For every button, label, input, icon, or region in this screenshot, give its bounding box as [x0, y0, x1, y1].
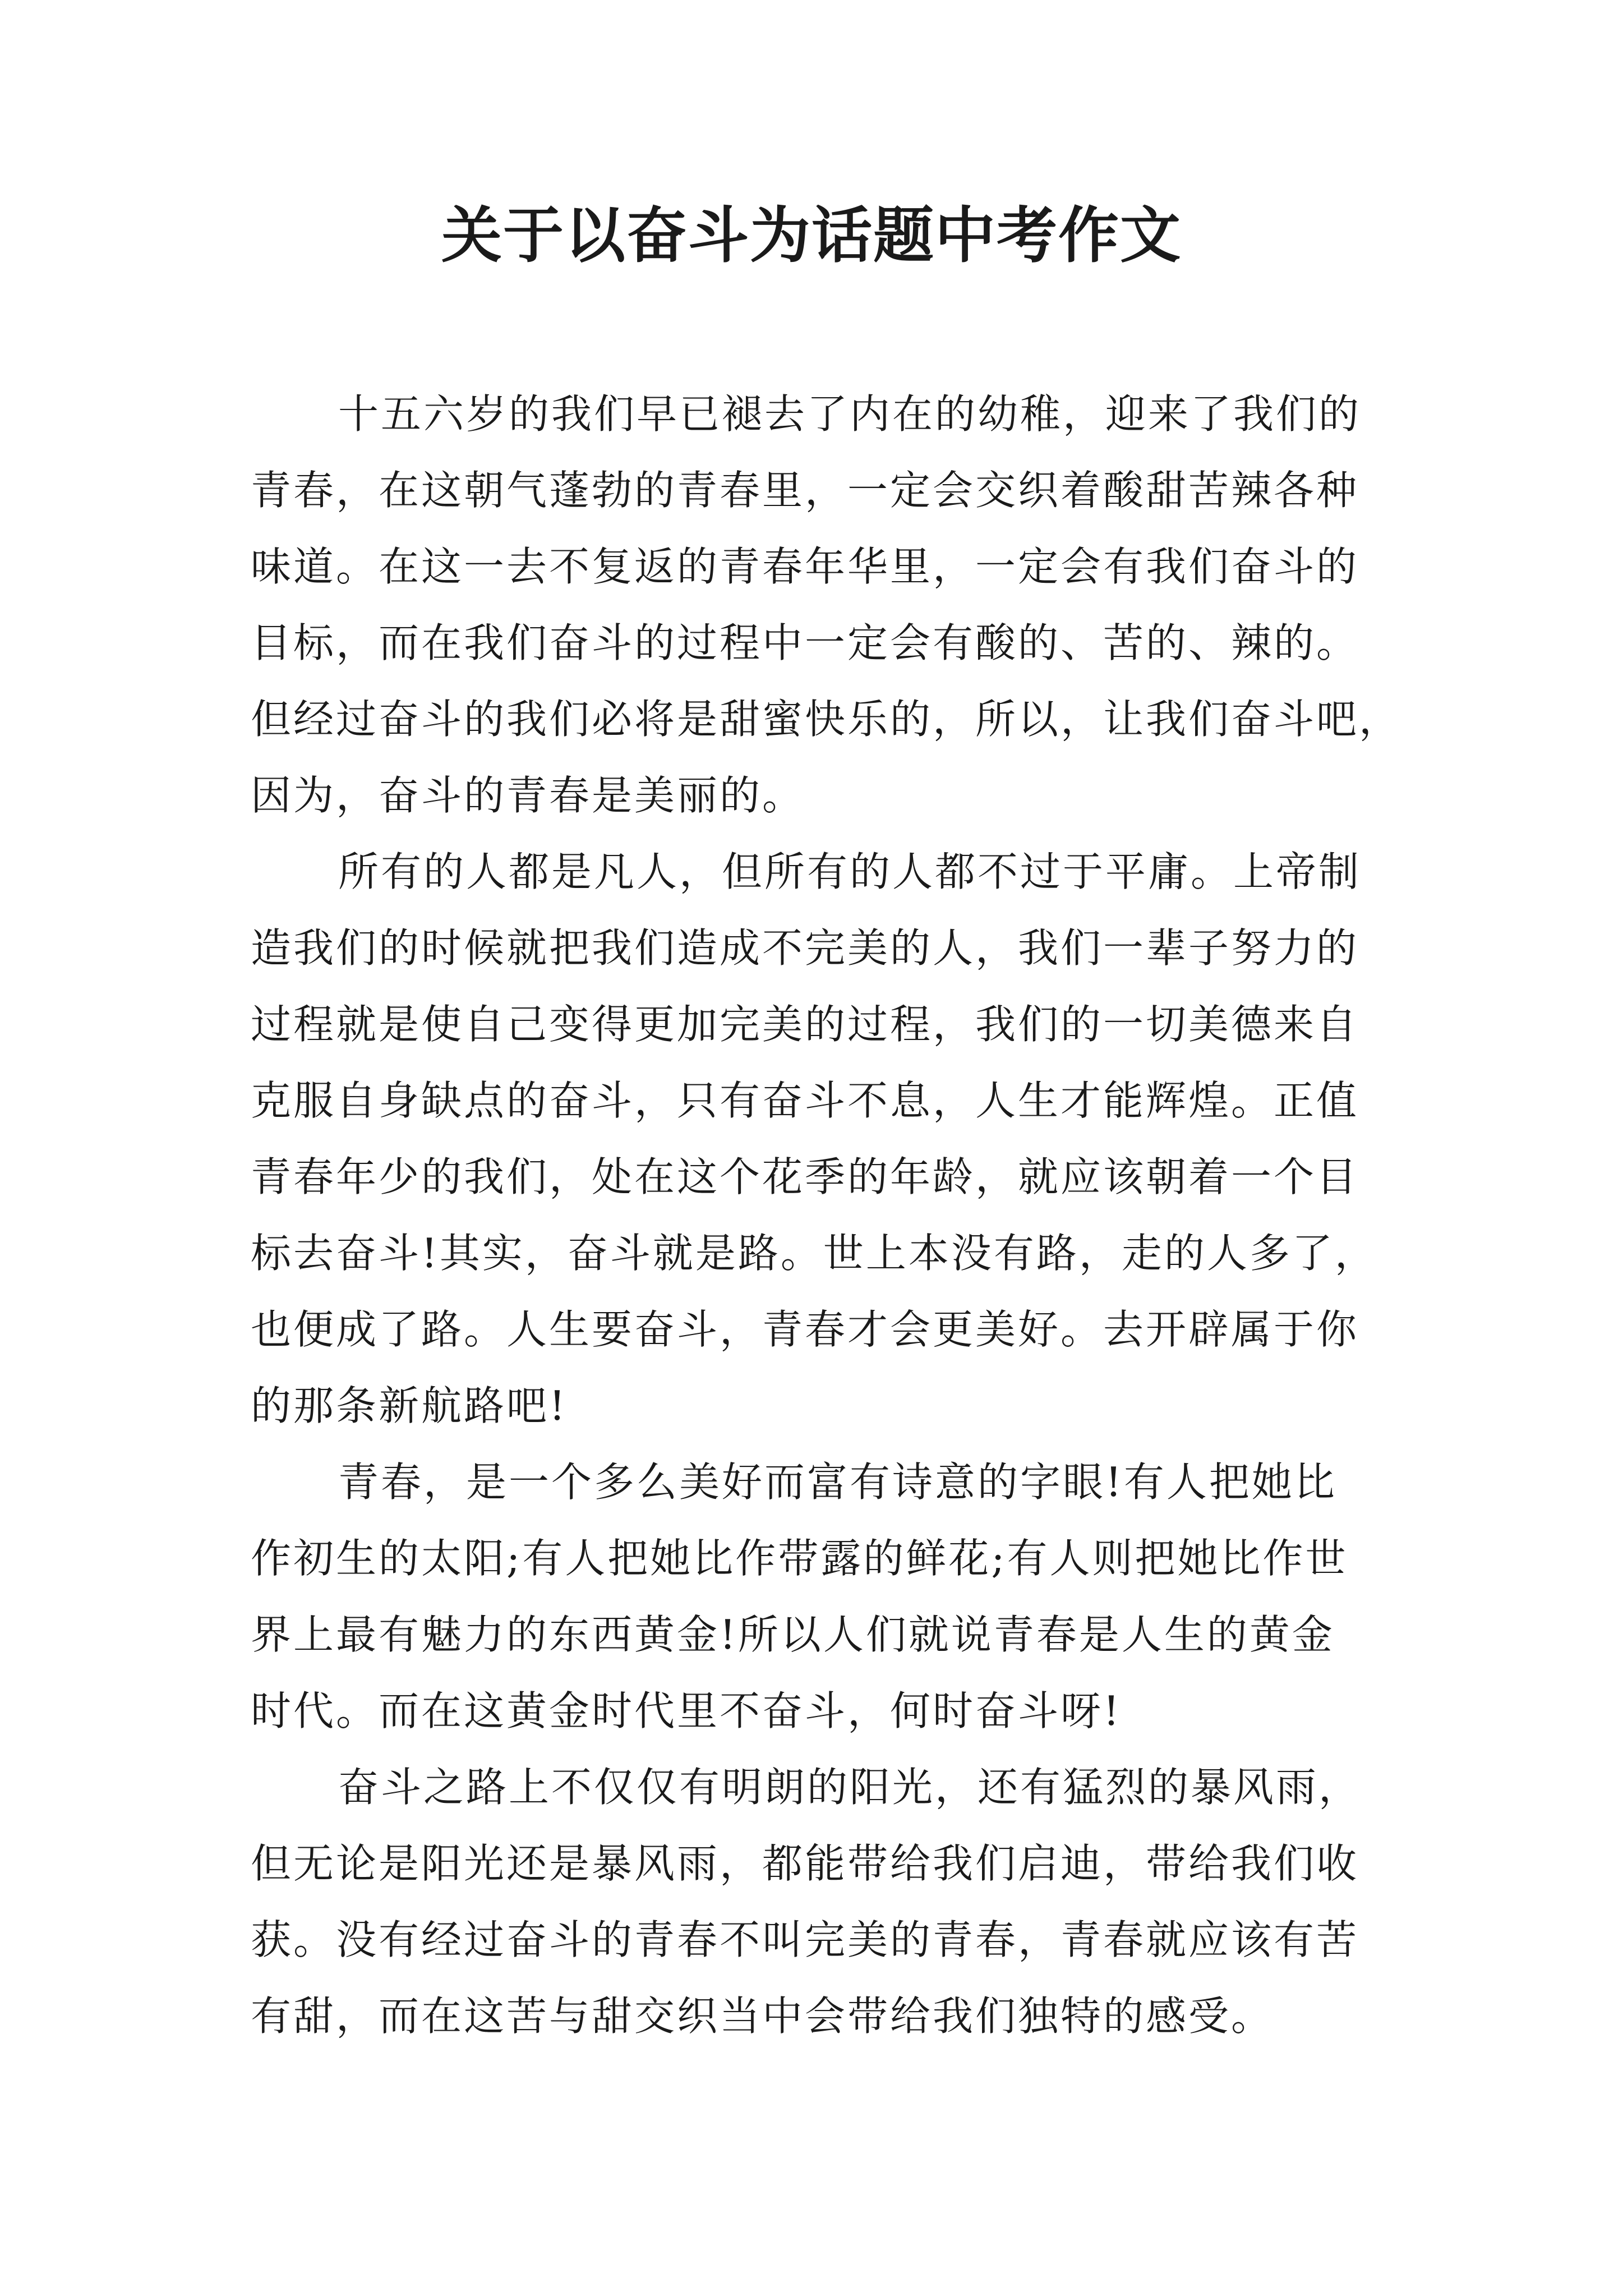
text-line: 作初生的太阳;有人把她比作带露的鲜花;有人则把她比作世 [251, 1535, 1348, 1582]
text-line: 青春，是一个多么美好而富有诗意的字眼!有人把她比 [338, 1458, 1337, 1506]
text-line: 十五六岁的我们早已褪去了内在的幼稚，迎来了我们的 [338, 390, 1362, 438]
text-line: 的那条新航路吧! [251, 1382, 568, 1429]
paragraph-2 [251, 834, 1389, 1444]
text-line: 但无论是阳光还是暴风雨，都能带给我们启迪，带给我们收 [251, 1840, 1359, 1887]
text-line: 有甜，而在这苦与甜交织当中会带给我们独特的感受。 [251, 1993, 1274, 2040]
text-line: 味道。在这一去不复返的青春年华里，一定会有我们奋斗的 [251, 543, 1359, 590]
text-line: 界上最有魅力的东西黄金!所以人们就说青春是人生的黄金 [251, 1611, 1335, 1658]
document-body [251, 376, 1402, 2054]
text-line: 青春，在这朝气蓬勃的青春里，一定会交织着酸甜苦辣各种 [251, 467, 1359, 514]
text-line: 青春年少的我们，处在这个花季的年龄，就应该朝着一个目 [251, 1153, 1359, 1200]
text-line: 标去奋斗!其实，奋斗就是路。世上本没有路，走的人多了， [251, 1230, 1377, 1277]
paragraph-3 [251, 1444, 1389, 1749]
text-line: 因为，奋斗的青春是美丽的。 [251, 772, 805, 819]
text-line: 所有的人都是凡人，但所有的人都不过于平庸。上帝制 [338, 848, 1362, 895]
text-line: 过程就是使自己变得更加完美的过程，我们的一切美德来自 [251, 1001, 1359, 1048]
document-title: 关于以奋斗为话题中考作文 [441, 200, 1182, 271]
text-line: 也便成了路。人生要奋斗，青春才会更美好。去开辟属于你 [251, 1306, 1359, 1353]
paragraph-1 [251, 376, 1402, 834]
text-line: 但经过奋斗的我们必将是甜蜜快乐的，所以，让我们奋斗吧， [251, 696, 1402, 743]
text-line: 获。没有经过奋斗的青春不叫完美的青春，青春就应该有苦 [251, 1916, 1359, 1963]
text-line: 克服自身缺点的奋斗，只有奋斗不息，人生才能辉煌。正值 [251, 1077, 1359, 1124]
text-line: 奋斗之路上不仅仅有明朗的阳光，还有猛烈的暴风雨， [338, 1764, 1362, 1811]
paragraph-4 [251, 1749, 1389, 2054]
text-line: 时代。而在这黄金时代里不奋斗，何时奋斗呀! [251, 1687, 1122, 1734]
text-line: 造我们的时候就把我们造成不完美的人，我们一辈子努力的 [251, 924, 1359, 972]
text-line: 目标，而在我们奋斗的过程中一定会有酸的、苦的、辣的。 [251, 619, 1359, 666]
